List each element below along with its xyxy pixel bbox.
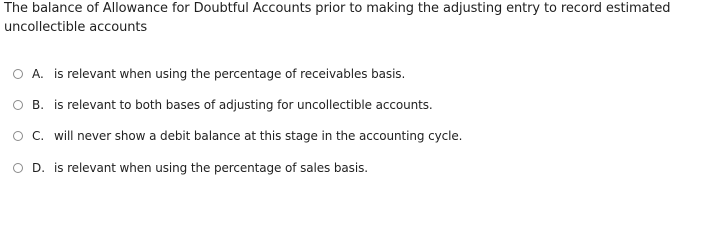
question-text: The balance of Allowance for Doubtful Accounts prior to making the adjusting entry to record estimated uncollectible accounts: [4, 1, 671, 35]
option-text: is relevant when using the percentage of receivables basis.: [54, 66, 406, 81]
option-letter: B.: [32, 97, 45, 112]
answer-options: [10, 58, 710, 183]
option-c[interactable]: [10, 121, 710, 152]
option-letter: A.: [32, 66, 44, 81]
option-text: is relevant to both bases of adjusting for uncollectible accounts.: [54, 97, 433, 112]
radio-button-icon[interactable]: [13, 69, 23, 79]
radio-button-icon[interactable]: [13, 100, 23, 110]
option-d[interactable]: [10, 152, 710, 183]
option-text: is relevant when using the percentage of sales basis.: [54, 160, 368, 175]
radio-button-icon[interactable]: [13, 131, 23, 141]
option-b[interactable]: [10, 89, 710, 120]
option-text: will never show a debit balance at this stage in the accounting cycle.: [54, 129, 463, 144]
option-letter: C.: [32, 129, 45, 144]
option-letter: D.: [32, 160, 46, 175]
option-a[interactable]: [10, 58, 710, 89]
radio-button-icon[interactable]: [13, 163, 23, 173]
